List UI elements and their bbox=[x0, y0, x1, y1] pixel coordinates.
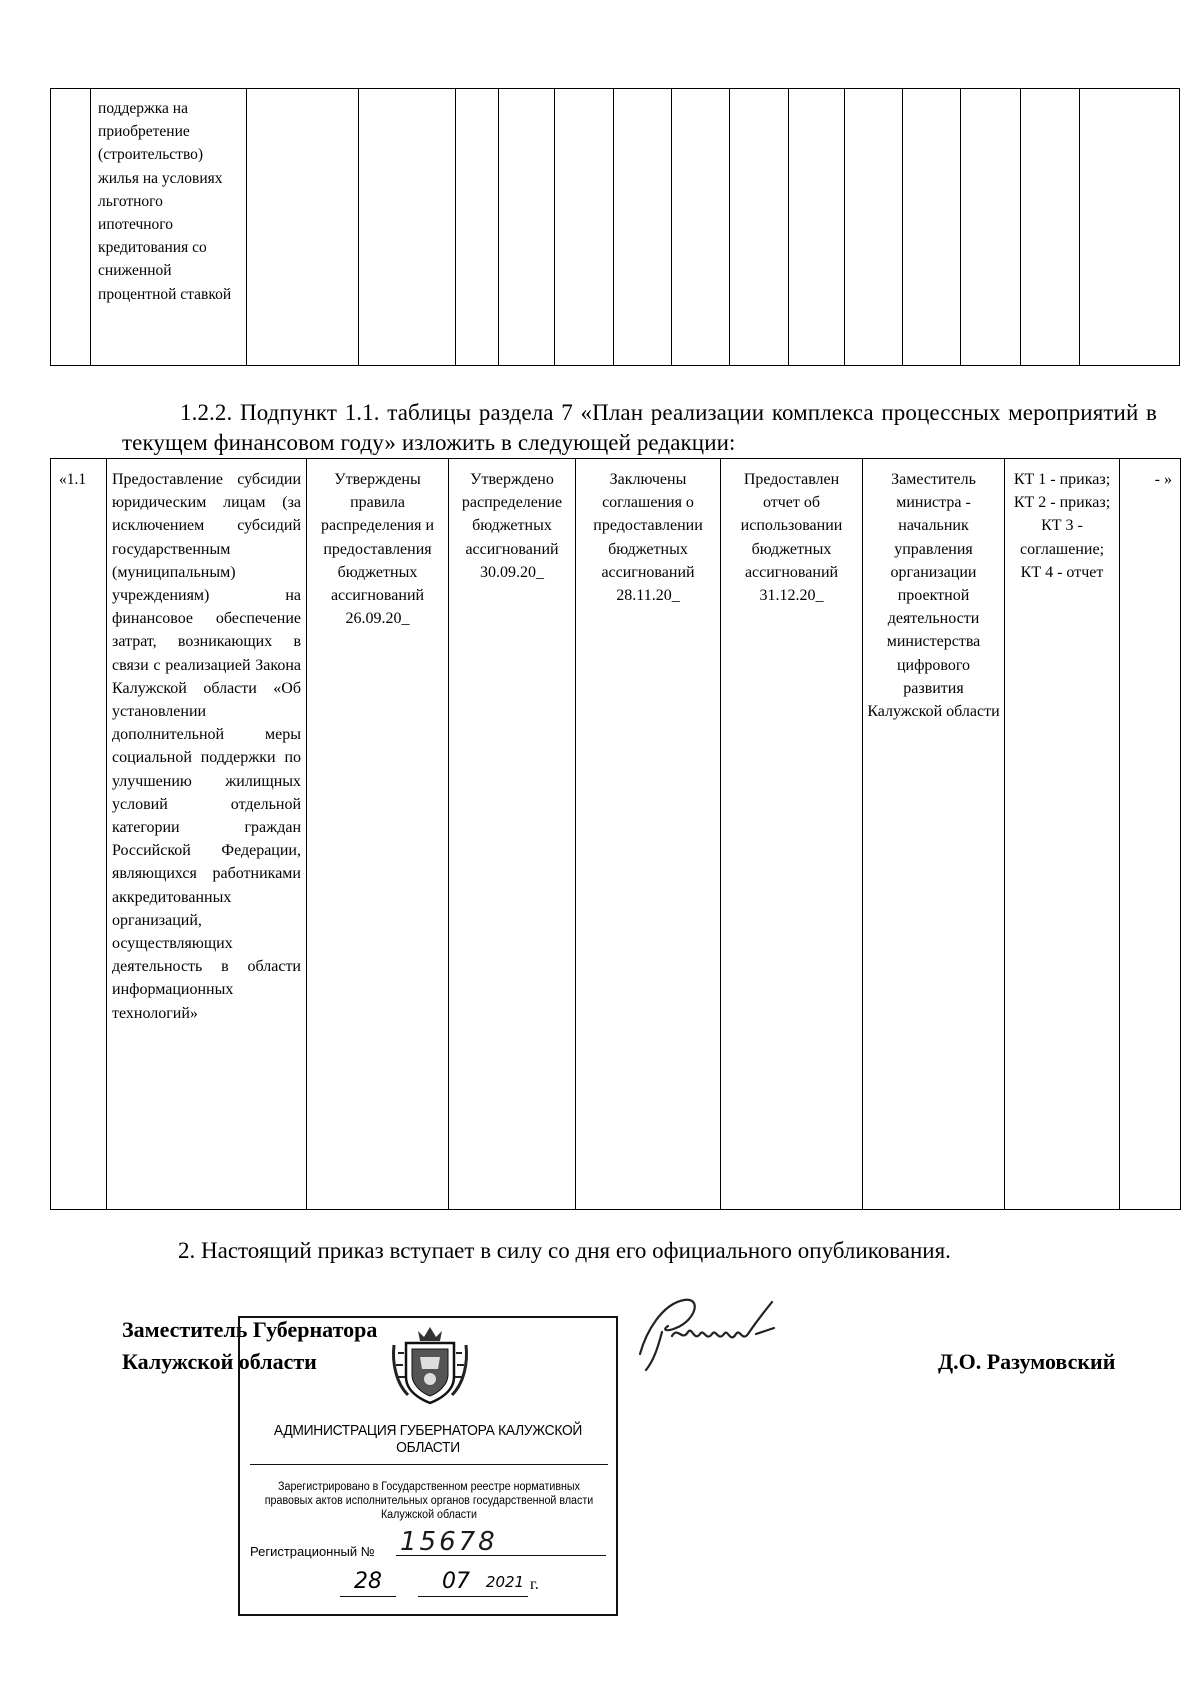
table-cell bbox=[788, 89, 844, 366]
handwritten-signature bbox=[632, 1292, 832, 1382]
row-number: «1.1 bbox=[51, 459, 107, 1210]
item-description: поддержка на приобретение (строительство) жилья на условиях льготного ипотечного кредитования со сниженной процентной ставкой bbox=[91, 89, 247, 366]
date-month: 07 bbox=[418, 1570, 494, 1597]
table-cell bbox=[613, 89, 671, 366]
table-cell bbox=[844, 89, 902, 366]
top-table bbox=[50, 88, 1180, 366]
signer-name: Д.О. Разумовский bbox=[938, 1349, 1116, 1374]
table-cell bbox=[51, 89, 91, 366]
coat-of-arms-emblem bbox=[390, 1323, 470, 1405]
table-cell bbox=[729, 89, 788, 366]
registration-stamp bbox=[238, 1316, 618, 1616]
table-cell bbox=[671, 89, 729, 366]
table-cell bbox=[902, 89, 960, 366]
stamp-organization: АДМИНИСТРАЦИЯ ГУБЕРНАТОРА КАЛУЖСКОЙ ОБЛАСТИ bbox=[273, 1422, 583, 1456]
table-cell bbox=[960, 89, 1020, 366]
control-point-3: Заключены соглашения о предоставлении бюджетных ассигнований 28.11.20_ bbox=[576, 459, 721, 1210]
table-cell bbox=[358, 89, 455, 366]
control-point-4: Предоставлен отчет об использовании бюджетных ассигнований 31.12.20_ bbox=[721, 459, 863, 1210]
responsible-person: Заместитель министра - начальник управления организации проектной деятельности министерства цифрового развития Калужской области bbox=[863, 459, 1005, 1210]
table-cell bbox=[1020, 89, 1079, 366]
confirming-documents: КТ 1 - приказ; КТ 2 - приказ; КТ 3 - соглашение; КТ 4 - отчет bbox=[1005, 459, 1120, 1210]
registration-date bbox=[332, 1570, 602, 1598]
amendment-paragraph: 1.2.2. Подпункт 1.1. таблицы раздела 7 «План реализации комплекса процессных мероприятий в текущем финансовом году» изложить в следующей редакции: bbox=[122, 400, 1157, 455]
stamp-divider bbox=[250, 1464, 608, 1465]
table-row bbox=[51, 89, 1180, 366]
table-cell-end: - » bbox=[1120, 459, 1181, 1210]
table-row bbox=[51, 459, 1181, 1210]
registration-number-label: Регистрационный № bbox=[250, 1544, 375, 1559]
measure-description: Предоставление субсидии юридическим лицам (за исключением субсидий государственным (муниципальным) учреждениям) на финансовое обеспечение затрат, возникающих в связи с реализацией Закона Калужской области «Об установлении дополнительной меры социальной поддержки по улучшению жилищных условий отдельной категории граждан Российской Федерации, являющихся работниками аккредитованных организаций, осуществляющих деятельность в области информационных технологий» bbox=[107, 459, 307, 1210]
date-year: 2021 bbox=[482, 1570, 528, 1597]
signer-title-line-1: Заместитель Губернатора bbox=[122, 1317, 378, 1342]
table-cell bbox=[455, 89, 498, 366]
date-day: 28 bbox=[340, 1570, 396, 1597]
point-2-text: 2. Настоящий приказ вступает в силу со дня его официального опубликования. bbox=[178, 1238, 951, 1263]
date-suffix: г. bbox=[530, 1576, 539, 1593]
plan-table bbox=[50, 458, 1181, 1210]
table-cell bbox=[554, 89, 613, 366]
table-cell bbox=[498, 89, 554, 366]
signer-title-line-2: Калужской области bbox=[122, 1349, 317, 1374]
table-cell bbox=[1079, 89, 1179, 366]
control-point-2: Утверждено распределение бюджетных ассигнований 30.09.20_ bbox=[449, 459, 576, 1210]
table-cell bbox=[247, 89, 359, 366]
stamp-registration-text: Зарегистрировано в Государственном реестре нормативных правовых актов исполнительных органов государственной власти Калужской области bbox=[264, 1481, 594, 1521]
registration-number: 15678 bbox=[396, 1530, 606, 1556]
control-point-1: Утверждены правила распределения и предоставления бюджетных ассигнований 26.09.20_ bbox=[307, 459, 449, 1210]
